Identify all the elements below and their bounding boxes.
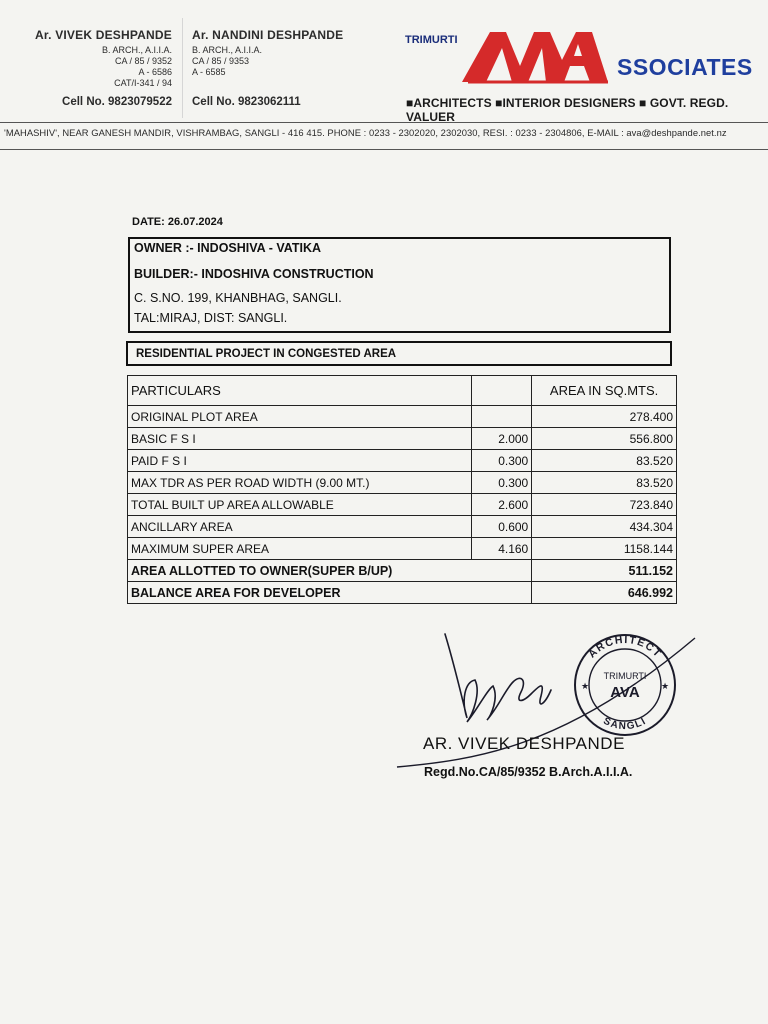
builder-line: BUILDER:- INDOSHIVA CONSTRUCTION — [134, 267, 374, 281]
signatory-registration: Regd.No.CA/85/9352 B.Arch.A.I.I.A. — [424, 765, 633, 779]
area-table — [127, 375, 677, 604]
services-line: ■ARCHITECTS ■INTERIOR DESIGNERS ■ GOVT. REGD. VALUER — [406, 96, 729, 124]
stamp-star-icon: ★ — [580, 682, 590, 692]
row-particular: TOTAL BUILT UP AREA ALLOWABLE — [128, 494, 472, 516]
table-row — [128, 472, 677, 494]
svg-text:SANGLI — [601, 716, 648, 733]
row-factor: 4.160 — [472, 538, 532, 560]
row-particular: ANCILLARY AREA — [128, 516, 472, 538]
architect-stamp — [575, 634, 675, 735]
row-area: 1158.144 — [532, 538, 677, 560]
row-particular: PAID F S I — [128, 450, 472, 472]
stamp-star-icon: ★ — [660, 682, 670, 692]
stamp-bottom-text: SANGLI — [601, 715, 649, 733]
row-particular: MAX TDR AS PER ROAD WIDTH (9.00 MT.) — [128, 472, 472, 494]
project-title: RESIDENTIAL PROJECT IN CONGESTED AREA — [136, 348, 397, 360]
row-area: 723.840 — [532, 494, 677, 516]
owner-line: OWNER :- INDOSHIVA - VATIKA — [134, 241, 322, 255]
total-row-developer — [128, 582, 677, 604]
architect2-qualification: B. ARCH., A.I.I.A. — [192, 45, 263, 55]
row-area: 556.800 — [532, 428, 677, 450]
stamp-middle-text: TRIMURTI — [603, 671, 647, 681]
total-owner-label: AREA ALLOTTED TO OWNER(SUPER B/UP) — [128, 560, 532, 582]
row-factor: 2.000 — [472, 428, 532, 450]
document-date: DATE: 26.07.2024 — [132, 216, 223, 228]
total-developer-label: BALANCE AREA FOR DEVELOPER — [128, 582, 532, 604]
architect1-cell: Cell No. 9823079522 — [62, 96, 172, 108]
row-particular: MAXIMUM SUPER AREA — [128, 538, 472, 560]
header-particulars: PARTICULARS — [128, 376, 472, 406]
logo-prefix: TRIMURTI — [405, 34, 458, 46]
table-row — [128, 538, 677, 560]
row-area: 278.400 — [532, 406, 677, 428]
handwritten-signature — [445, 634, 551, 722]
architect1-name: Ar. VIVEK DESHPANDE — [35, 28, 172, 42]
address-line-1: C. S.NO. 199, KHANBHAG, SANGLI. — [134, 291, 342, 305]
stamp-top-text: ARCHITECT — [586, 633, 665, 661]
header-divider — [182, 18, 183, 118]
architect1-category: CAT/I-341 / 94 — [114, 78, 172, 88]
project-box — [126, 341, 672, 366]
architect2-membership: A - 6585 — [192, 67, 226, 77]
total-owner-area: 511.152 — [532, 560, 677, 582]
address-text: 'MAHASHIV', NEAR GANESH MANDIR, VISHRAMBAG, SANGLI - 416 415. PHONE : 0233 - 2302020, 2302030, RESI. : 0233 - 2304806, E-MAIL : ava@deshpande.net.nz — [4, 127, 727, 138]
signatory-name: AR. VIVEK DESHPANDE — [423, 734, 625, 753]
row-area: 434.304 — [532, 516, 677, 538]
row-area: 83.520 — [532, 472, 677, 494]
row-factor: 0.300 — [472, 450, 532, 472]
table-row — [128, 494, 677, 516]
table-row — [128, 450, 677, 472]
architect1-block — [20, 28, 172, 108]
architect2-cell: Cell No. 9823062111 — [192, 96, 301, 108]
header-factor — [472, 376, 532, 406]
table-row — [128, 406, 677, 428]
row-particular: BASIC F S I — [128, 428, 472, 450]
architect2-block — [192, 28, 392, 108]
architect1-reg: CA / 85 / 9352 — [114, 56, 172, 66]
row-area: 83.520 — [532, 450, 677, 472]
architect2-reg: CA / 85 / 9353 — [192, 56, 250, 66]
total-row-owner — [128, 560, 677, 582]
row-factor: 0.600 — [472, 516, 532, 538]
header-area: AREA IN SQ.MTS. — [532, 376, 677, 406]
table-row — [128, 428, 677, 450]
table-header-row — [128, 376, 677, 406]
architect1-qualification: B. ARCH., A.I.I.A. — [101, 45, 172, 55]
total-developer-area: 646.992 — [532, 582, 677, 604]
row-factor — [472, 406, 532, 428]
architect1-membership: A - 6586 — [138, 67, 172, 77]
ava-logo-icon — [458, 26, 618, 86]
row-particular: ORIGINAL PLOT AREA — [128, 406, 472, 428]
logo-suffix: SSOCIATES — [617, 54, 753, 80]
row-factor: 0.300 — [472, 472, 532, 494]
architect2-name: Ar. NANDINI DESHPANDE — [192, 28, 344, 42]
table-row — [128, 516, 677, 538]
owner-box — [128, 237, 671, 333]
stamp-mark-text: AVA — [610, 684, 640, 701]
address-line-2: TAL:MIRAJ, DIST: SANGLI. — [134, 311, 288, 325]
row-factor: 2.600 — [472, 494, 532, 516]
svg-text:ARCHITECT — [586, 634, 664, 661]
